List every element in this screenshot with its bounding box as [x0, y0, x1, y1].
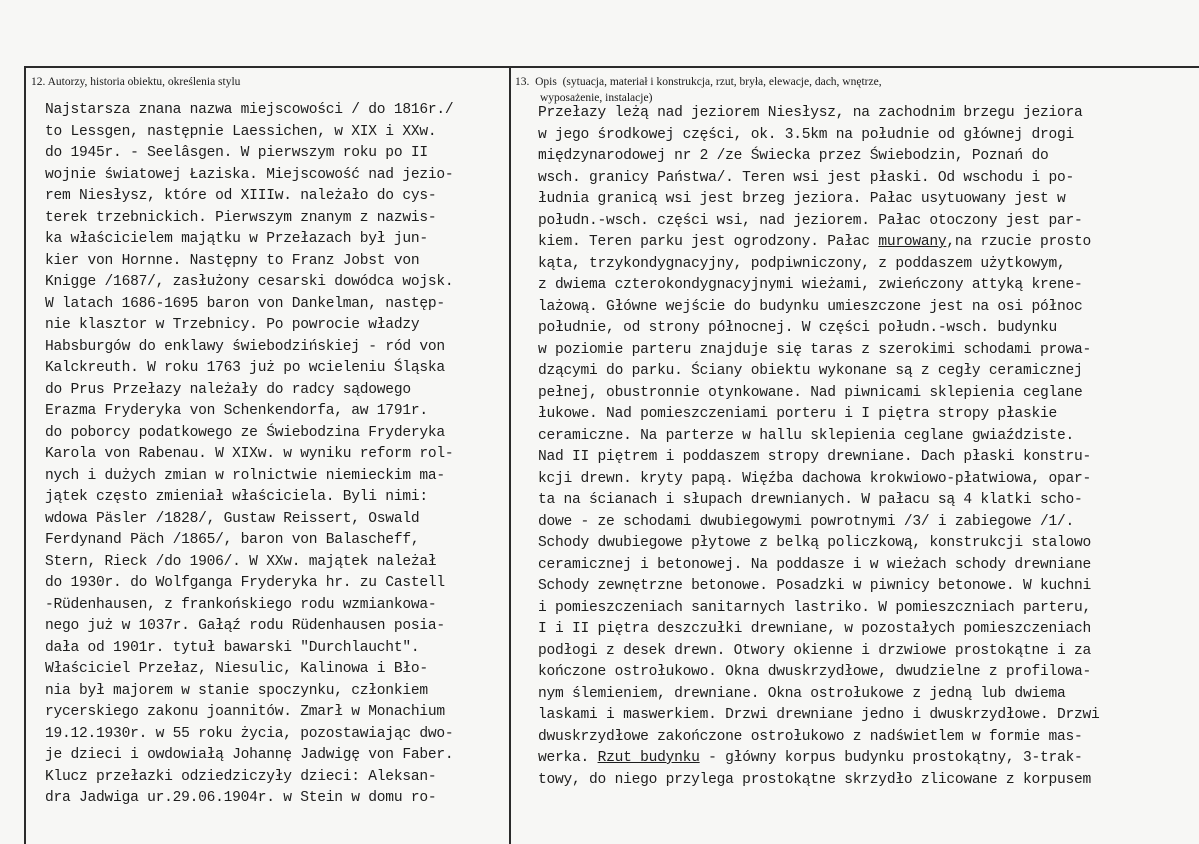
left-border	[24, 66, 26, 844]
description-text-line: wsch. granicy Państwa/. Teren wsi jest płaski. Od wschodu i po-	[538, 169, 1074, 186]
history-text-line: W latach 1686-1695 baron von Dankelman, następ-	[45, 295, 445, 312]
description-text-line: Schody dwubiegowe płytowe z belką policzkową, konstrukcji stalowo	[538, 535, 1091, 551]
history-text-line: dała od 1901r. tytuł bawarski "Durchlaucht".	[45, 639, 420, 656]
history-text-line: nia był majorem w stanie spoczynku, członkiem	[45, 682, 428, 699]
history-text-line: Karola von Rabenau. W XIXw. w wyniku reform rol-	[45, 446, 454, 462]
history-text-line: Klucz przełazki odziedziczyły dzieci: Aleksan-	[45, 768, 437, 785]
description-text-line: pełnej, obustronnie otynkowane. Nad piwnicami sklepienia ceglane	[538, 384, 1083, 401]
description-text-line: dowe - ze schodami dwubiegowymi powrotnymi /3/ i zabiegowe /1/.	[538, 513, 1074, 530]
description-text-line: połudn.-wsch. części wsi, nad jeziorem. Pałac otoczony jest par-	[538, 212, 1083, 229]
description-text-line: międzynarodowej nr 2 /ze Świecka przez Świebodzin, Poznań do	[538, 148, 1049, 164]
section-12-label: 12. Autorzy, historia obiektu, określenia stylu	[31, 76, 241, 88]
description-text-line: nym ślemieniem, drewniane. Okna ostrołukowe z jedną lub dwiema	[538, 685, 1066, 702]
description-text-line: ceramiczne. Na parterze w hallu sklepienia ceglane gwiaździste.	[538, 427, 1074, 444]
description-text-line: Przełazy leżą nad jeziorem Niesłysz, na zachodnim brzegu jeziora	[538, 105, 1083, 121]
section-13-label-line2: wyposażenie, instalacje)	[540, 92, 653, 104]
description-text-line: Schody zewnętrzne betonowe. Posadzki w piwnicy betonowe. W kuchni	[538, 578, 1091, 594]
history-text-line: do 1930r. do Wolfganga Fryderyka hr. zu Castell	[45, 575, 445, 591]
history-text-line: 19.12.1930r. w 55 roku życia, pozostawiając dwo-	[45, 725, 454, 742]
description-text-line: dwuskrzydłowe zakończone ostrołukowo z nadświetlem w formie mas-	[538, 728, 1083, 745]
description-text-line: ta na ścianach i słupach drewnianych. W pałacu są 4 klatki scho-	[538, 492, 1083, 508]
description-text-line: w jego środkowej części, ok. 3.5km na południe od głównej drogi	[538, 126, 1074, 143]
description-text-line: Nad II piętrem i poddaszem stropy drewniane. Dach płaski konstru-	[538, 449, 1091, 465]
history-text-line: ka właścicielem majątku w Przełazach był jun-	[45, 231, 428, 247]
history-text-line: do Prus Przełazy należały do radcy sądowego	[45, 381, 411, 398]
description-text-line: kąta, trzykondygnacyjny, podpiwniczony, z poddaszem użytkowym,	[538, 255, 1066, 272]
description-text-line: podłogi z desek drewn. Otwory okienne i drzwiowe prostokątne i za	[538, 642, 1091, 659]
column-divider	[509, 66, 511, 844]
history-text-line: Erazma Fryderyka von Schenkendorfa, aw 1791r.	[45, 403, 428, 419]
history-text-line: nego już w 1037r. Gałąź rodu Rüdenhausen posia-	[45, 618, 445, 634]
history-text-line: Właściciel Przełaz, Niesulic, Kalinowa i Bło-	[45, 661, 428, 677]
description-text-line: kiem. Teren parku jest ogrodzony. Pałac murowany,na rzucie prosto	[538, 234, 1092, 250]
history-text-line: terek trzebnickich. Pierwszym znanym z nazwis-	[45, 209, 437, 226]
description-text-line: południe, od strony północnej. W części połudn.-wsch. budynku	[538, 320, 1057, 336]
description-text-line: laskami i maswerkiem. Drzwi drewniane jedno i dwuskrzydłowe. Drzwi	[538, 707, 1100, 723]
description-text-line: ceramicznej i betonowej. Na poddasze i w wieżach schody drewniane	[538, 556, 1091, 573]
underlined-term: murowany	[878, 234, 947, 250]
description-text-line: i pomieszczeniach sanitarnych lastriko. W pomieszczniach parteru,	[538, 599, 1091, 616]
description-text-line: dzącymi do parku. Ściany obiektu wykonane są z cegły ceramicznej	[538, 363, 1083, 379]
description-text-line: towy, do niego przylega prostokątne skrzydło zlicowane z korpusem	[538, 771, 1091, 788]
underlined-term: Rzut budynku	[597, 750, 700, 766]
description-text-line: w poziomie parteru znajduje się taras z szerokimi schodami prowa-	[538, 341, 1091, 358]
top-rule	[24, 66, 1199, 68]
description-text-line: łudnia granicą wsi jest brzeg jeziora. Pałac usytuowany jest w	[538, 191, 1066, 207]
history-text-line: Najstarsza znana nazwa miejscowości / do 1816r./	[45, 102, 454, 118]
history-text-line: wdowa Päsler /1828/, Gustaw Reissert, Oswald	[45, 510, 420, 527]
history-text-line: do poborcy podatkowego ze Świebodzina Fryderyka	[45, 424, 445, 441]
history-text-line: Stern, Rieck /do 1906/. W XXw. majątek należał	[45, 553, 437, 570]
history-text-line: do 1945r. - Seelâsgen. W pierwszym roku po II	[45, 145, 428, 161]
description-text-line: kończone ostrołukowo. Okna dwuskrzydłowe, dwudzielne z profilowa-	[538, 664, 1091, 680]
history-text-line: je dzieci i owdowiałą Johannę Jadwigę von Faber.	[45, 747, 454, 763]
history-text-line: rem Niesłysz, które od XIIIw. należało do cys-	[45, 188, 437, 204]
section-13-label-line1: 13. Opis (sytuacja, materiał i konstrukcja, rzut, bryła, elewacje, dach, wnętrze,	[515, 76, 882, 88]
history-text-line: wojnie światowej Łaziska. Miejscowość nad jezio-	[45, 166, 454, 183]
history-text-line: to Lessgen, następnie Laessichen, w XIX i XXw.	[45, 123, 437, 140]
history-text-line: Ferdynand Päch /1865/, baron von Balascheff,	[45, 532, 420, 548]
history-text-line: Habsburgów do enklawy świebodzińskiej - ród von	[45, 338, 445, 355]
history-text	[45, 100, 507, 810]
description-text	[538, 103, 1198, 791]
history-text-line: dra Jadwiga ur.29.06.1904r. w Stein w domu ro-	[45, 790, 437, 806]
history-text-line: Kalckreuth. W roku 1763 już po wcieleniu Śląska	[45, 360, 445, 376]
history-text-line: nych i dużych zmian w rolnictwie niemieckim ma-	[45, 467, 445, 484]
history-text-line: -Rüdenhausen, z frankońskiego rodu wzmiankowa-	[45, 596, 437, 613]
description-text-line: z dwiema czterokondygnacyjnymi wieżami, zwieńczony attyką krene-	[538, 277, 1083, 293]
description-text-line: łukowe. Nad pomieszczeniami porteru i I piętra stropy płaskie	[538, 406, 1057, 422]
history-text-line: rycerskiego zakonu joannitów. Zmarł w Monachium	[45, 704, 445, 720]
description-text-line: kcji drewn. kryty papą. Więźba dachowa krokwiowo-płatwiowa, opar-	[538, 470, 1091, 487]
description-text-line: lażową. Główne wejście do budynku umieszczone jest na osi północ	[538, 298, 1083, 315]
history-text-line: jątek często zmieniał właściciela. Byli nimi:	[45, 489, 428, 505]
history-text-line: kier von Hornne. Następny to Franz Jobst von	[45, 252, 420, 269]
history-text-line: nie klasztor w Trzebnicy. Po powrocie władzy	[45, 317, 420, 333]
description-text-line: werka. Rzut budynku - główny korpus budynku prostokątny, 3-trak-	[538, 750, 1083, 766]
history-text-line: Knigge /1687/, zasłużony cesarski dowódca wojsk.	[45, 274, 454, 290]
description-text-line: I i II piętra deszczułki drewniane, w pozostałych pomieszczeniach	[538, 621, 1091, 637]
